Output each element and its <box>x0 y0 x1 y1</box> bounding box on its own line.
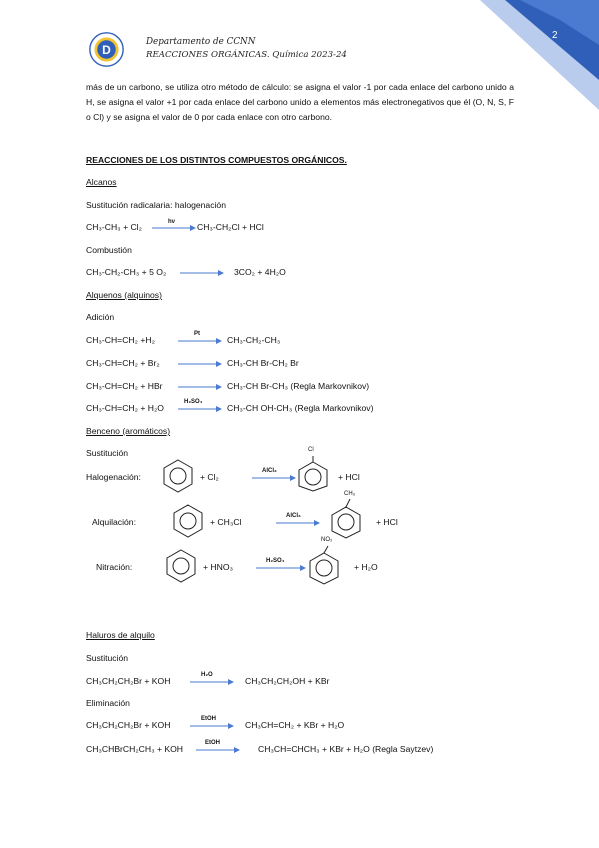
alquenos-r3-reactants: CH₃-CH=CH₂ + HBr <box>86 381 163 391</box>
alquenos-r1-products: CH₃-CH₂-CH₃ <box>227 335 281 345</box>
section-title: REACCIONES DE LOS DISTINTOS COMPUESTOS ORGÁNICOS. <box>86 155 347 165</box>
chlorobenzene-ring-icon <box>296 456 330 492</box>
alcanos-r1-catalyst: hν <box>168 219 176 225</box>
alquilacion-byproduct: + HCl <box>376 517 398 527</box>
alquilacion-label: Alquilación: <box>92 517 136 527</box>
alquenos-sub-adicion: Adición <box>86 312 115 322</box>
benceno-sub-sustitucion: Sustitución <box>86 448 129 458</box>
reaction-arrow-icon <box>178 405 222 413</box>
alquenos-r1-catalyst: Pt <box>194 331 200 337</box>
haluros-sub-sustitucion: Sustitución <box>86 653 129 663</box>
alquenos-heading: Alquenos (alquinos) <box>86 290 162 300</box>
alcanos-r2-products: 3CO₂ + 4H₂O <box>234 267 286 277</box>
nitracion-reagent: + HNO₃ <box>203 562 234 572</box>
haluros-r2-catalyst: EtOH <box>201 716 216 722</box>
haluros-sub-eliminacion: Eliminación <box>86 698 130 708</box>
alquenos-r4-reactants: CH₃-CH=CH₂ + H₂O <box>86 403 164 413</box>
haluros-r2-products: CH₃CH=CH₂ + KBr + H₂O <box>245 720 345 730</box>
reaction-arrow-icon <box>178 360 222 368</box>
halogenacion-reagent: + Cl₂ <box>200 472 219 482</box>
benzene-ring-icon <box>171 503 205 539</box>
alquenos-r4-catalyst: H₂SO₄ <box>184 399 203 405</box>
alcanos-sub-halogenacion: Sustitución radicalaria: halogenación <box>86 200 226 210</box>
reaction-arrow-icon <box>252 474 296 482</box>
haluros-r3-catalyst: EtOH <box>205 740 220 746</box>
page-number: 2 <box>552 30 558 41</box>
haluros-r3-products: CH₃CH=CHCH₃ + KBr + H₂O (Regla Saytzev) <box>258 744 434 754</box>
alcanos-r1-reactants: CH₃-CH₃ + Cl₂ <box>86 222 142 232</box>
alquenos-r1-reactants: CH₃-CH=CH₂ +H₂ <box>86 335 155 345</box>
school-logo <box>88 31 125 68</box>
halogenacion-catalyst: AlCl₃ <box>262 468 277 474</box>
alcanos-heading: Alcanos <box>86 177 117 187</box>
department-name: Departamento de CCNN <box>146 37 256 47</box>
haluros-r1-catalyst: H₂O <box>201 672 213 678</box>
alquilacion-reagent: + CH₃Cl <box>210 517 242 527</box>
toluene-ring-icon <box>329 499 363 539</box>
nitracion-byproduct: + H₂O <box>354 562 378 572</box>
reaction-arrow-icon <box>178 337 222 345</box>
reaction-arrow-icon <box>196 746 240 754</box>
alcanos-r1-products: CH₃-CH₂Cl + HCl <box>197 222 264 232</box>
benzene-ring-icon <box>161 458 195 494</box>
reaction-arrow-icon <box>152 224 196 232</box>
reaction-arrow-icon <box>178 383 222 391</box>
nitracion-label: Nitración: <box>96 562 133 572</box>
reaction-arrow-icon <box>256 564 306 572</box>
alcanos-sub-combustion: Combustión <box>86 245 132 255</box>
benzene-ring-icon <box>164 548 198 584</box>
alquenos-r2-reactants: CH₃-CH=CH₂ + Br₂ <box>86 358 160 368</box>
haluros-r1-reactants: CH₃CH₂CH₂Br + KOH <box>86 676 171 686</box>
halogenacion-byproduct: + HCl <box>338 472 360 482</box>
nitracion-substituent: NO₂ <box>321 537 333 543</box>
svg-text:D: D <box>102 43 111 58</box>
nitrobenzene-ring-icon <box>307 545 341 585</box>
haluros-heading: Haluros de alquilo <box>86 630 155 640</box>
reaction-arrow-icon <box>190 678 234 686</box>
halogenacion-substituent: Cl <box>308 447 314 453</box>
haluros-r3-reactants: CH₃CHBrCH₂CH₃ + KOH <box>86 744 183 754</box>
alquenos-r2-products: CH₃-CH Br-CH₂ Br <box>227 358 299 368</box>
haluros-r2-reactants: CH₃CH₂CH₂Br + KOH <box>86 720 171 730</box>
reaction-arrow-icon <box>276 519 320 527</box>
reaction-arrow-icon <box>190 722 234 730</box>
alquenos-r3-products: CH₃-CH Br-CH₃ (Regla Markovnikov) <box>227 381 370 391</box>
haluros-r1-products: CH₃CH₂CH₂OH + KBr <box>245 676 330 686</box>
nitracion-catalyst: H₂SO₄ <box>266 558 285 564</box>
alquenos-r4-products: CH₃-CH OH-CH₃ (Regla Markovnikov) <box>227 403 374 413</box>
alquilacion-catalyst: AlCl₃ <box>286 513 301 519</box>
intro-paragraph: más de un carbono, se utiliza otro método de cálculo: se asigna el valor -1 por cada enlace del carbono unido a H, se asigna el valor +1 por cada enlace del carbono unido a elementos más electronegativos que él (O, N, S, F o Cl) y se asigna el valor de 0 por cada enlace con otro carbono. <box>86 82 514 122</box>
alquilacion-substituent: CH₃ <box>344 491 356 497</box>
alcanos-r2-reactants: CH₃-CH₂-CH₃ + 5 O₂ <box>86 267 167 277</box>
document-subtitle: REACCIONES ORGÁNICAS. Química 2023-24 <box>146 50 347 60</box>
benceno-heading: Benceno (aromáticos) <box>86 426 171 436</box>
reaction-arrow-icon <box>180 269 224 277</box>
halogenacion-label: Halogenación: <box>86 472 141 482</box>
